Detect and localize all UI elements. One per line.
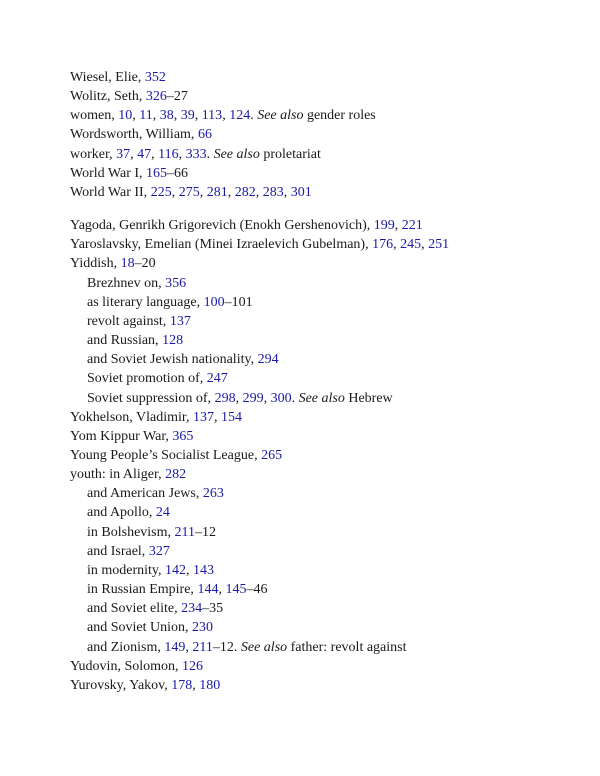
entry-text: and Apollo,: [87, 505, 156, 521]
index-entry: [70, 446, 570, 465]
entry-text: .: [206, 146, 214, 162]
index-subentry: [70, 369, 570, 388]
entry-text: –46: [246, 582, 268, 598]
index-entry: [70, 87, 570, 106]
index-subentry: [70, 580, 570, 599]
index-entry: [70, 68, 570, 87]
entry-text: in modernity,: [87, 562, 166, 578]
index-entry: [70, 183, 570, 202]
page-ref-link[interactable]: 247: [206, 371, 228, 387]
entry-text: ,: [194, 108, 202, 124]
entry-text: ,: [393, 237, 401, 253]
page-ref-link[interactable]: 298: [214, 390, 236, 406]
see-also-label: See also: [240, 639, 288, 655]
page-ref-link[interactable]: 301: [290, 184, 312, 200]
page-ref-link[interactable]: 10: [118, 108, 133, 124]
index-entry: [70, 145, 570, 164]
entry-text: Young People’s Socialist League,: [70, 447, 262, 463]
page-ref-link[interactable]: 176: [372, 237, 394, 253]
entry-text: World War II,: [70, 184, 151, 200]
entry-text: –20: [134, 256, 156, 272]
index-subentry: [70, 503, 570, 522]
index-entry: [70, 657, 570, 676]
entry-text: Brezhnev on,: [87, 275, 166, 291]
page-ref-link[interactable]: 327: [148, 543, 170, 559]
entry-text: and Soviet Jewish nationality,: [87, 352, 258, 368]
index-subentry: [70, 542, 570, 561]
page-ref-link[interactable]: 199: [373, 218, 395, 234]
page-ref-link[interactable]: 178: [171, 677, 193, 693]
page-ref-link[interactable]: 116: [158, 146, 179, 162]
index-subentry: [70, 484, 570, 503]
entry-text: Soviet promotion of,: [87, 371, 207, 387]
page-ref-link[interactable]: 11: [139, 108, 153, 124]
page-ref-link[interactable]: 265: [261, 447, 283, 463]
page-ref-link[interactable]: 245: [400, 237, 422, 253]
entry-text: and American Jews,: [87, 486, 203, 502]
entry-text: –27: [166, 89, 188, 105]
entry-text: ,: [152, 108, 160, 124]
entry-text: in Russian Empire,: [87, 582, 198, 598]
index-group: [70, 68, 570, 202]
entry-text: ,: [132, 108, 140, 124]
index-subentry: [70, 523, 570, 542]
page-ref-link[interactable]: 300: [270, 390, 292, 406]
index-entry: [70, 254, 570, 273]
page-ref-link[interactable]: 221: [401, 218, 423, 234]
page-ref-link[interactable]: 234: [181, 601, 203, 617]
index-entry: [70, 465, 570, 484]
page-ref-link[interactable]: 326: [145, 89, 167, 105]
entry-text: ,: [421, 237, 429, 253]
entry-text: father: revolt against: [287, 639, 407, 655]
entry-text: ,: [222, 108, 230, 124]
page-ref-link[interactable]: 180: [199, 677, 221, 693]
index-entry: [70, 427, 570, 446]
page-ref-link[interactable]: 145: [225, 582, 247, 598]
entry-text: ,: [227, 184, 235, 200]
index-subentry: [70, 389, 570, 408]
entry-text: Yurovsky, Yakov,: [70, 677, 172, 693]
entry-text: ,: [255, 184, 263, 200]
entry-text: –66: [167, 165, 189, 181]
page-ref-link[interactable]: 66: [197, 127, 212, 143]
entry-text: Yudovin, Solomon,: [70, 658, 183, 674]
index-group: [70, 216, 570, 695]
entry-text: Hebrew: [344, 390, 393, 406]
page-ref-link[interactable]: 282: [234, 184, 256, 200]
page-ref-link[interactable]: 333: [185, 146, 207, 162]
page-ref-link[interactable]: 47: [137, 146, 152, 162]
entry-text: World War I,: [70, 165, 147, 181]
entry-text: youth: in Aliger,: [70, 467, 166, 483]
entry-text: and Israel,: [87, 543, 149, 559]
entry-text: Wiesel, Elie,: [70, 70, 145, 85]
see-also-label: See also: [298, 390, 345, 406]
page-ref-link[interactable]: 149: [164, 639, 186, 655]
entry-text: Wolitz, Seth,: [70, 89, 146, 105]
entry-text: Yiddish,: [70, 256, 121, 272]
entry-text: women,: [70, 108, 119, 124]
page-ref-link[interactable]: 299: [242, 390, 264, 406]
entry-text: Yom Kippur War,: [70, 428, 173, 444]
page-ref-link[interactable]: 230: [192, 620, 213, 636]
index-subentry: [70, 312, 570, 331]
index-entry: [70, 235, 570, 254]
page-ref-link[interactable]: 143: [193, 562, 215, 578]
entry-text: Wordsworth, William,: [70, 127, 198, 143]
page-ref-link[interactable]: 128: [162, 333, 184, 349]
page-ref-link[interactable]: 281: [206, 184, 228, 200]
page-ref-link[interactable]: 18: [120, 256, 135, 272]
entry-text: in Bolshevism,: [87, 524, 175, 540]
page-ref-link[interactable]: 211: [192, 639, 213, 655]
index-subentry: [70, 350, 570, 369]
page-ref-link[interactable]: 137: [169, 313, 191, 329]
entry-text: as literary language,: [87, 294, 204, 310]
page-ref-link[interactable]: 126: [182, 658, 204, 674]
entry-text: .: [291, 390, 299, 406]
entry-text: ,: [130, 146, 138, 162]
index-entry: [70, 164, 570, 183]
entry-text: Yagoda, Genrikh Grigorevich (Enokh Gershenovich),: [70, 218, 374, 234]
page-ref-link[interactable]: 100: [203, 294, 225, 310]
page-ref-link[interactable]: 365: [172, 428, 194, 444]
entry-text: and Soviet Union,: [87, 620, 192, 636]
index-subentry: [70, 274, 570, 293]
page-ref-link[interactable]: 211: [174, 524, 195, 540]
page-ref-link[interactable]: 142: [165, 562, 187, 578]
entry-text: ,: [178, 146, 186, 162]
see-also-label: See also: [257, 108, 304, 124]
index-entry: [70, 408, 570, 427]
index-entry: [70, 676, 570, 695]
page-ref-link[interactable]: 113: [201, 108, 223, 124]
index-page: [70, 68, 570, 695]
entry-text: Yokhelson, Vladimir,: [70, 409, 193, 425]
page-ref-link[interactable]: 294: [257, 352, 279, 368]
page-ref-link[interactable]: 225: [150, 184, 172, 200]
entry-text: ,: [173, 108, 181, 124]
index-subentry: [70, 331, 570, 350]
entry-text: revolt against,: [87, 313, 170, 329]
entry-text: ,: [199, 184, 207, 200]
entry-text: .: [250, 108, 258, 124]
entry-text: ,: [186, 562, 194, 578]
page-ref-link[interactable]: 37: [116, 146, 131, 162]
page-ref-link[interactable]: 283: [262, 184, 284, 200]
page-ref-link[interactable]: 38: [159, 108, 174, 124]
page-ref-link[interactable]: 275: [178, 184, 200, 200]
entry-text: ,: [151, 146, 159, 162]
entry-text: worker,: [70, 146, 117, 162]
entry-text: –35: [202, 601, 224, 617]
index-subentry: [70, 599, 570, 618]
index-subentry: [70, 638, 570, 657]
entry-text: ,: [192, 677, 200, 693]
entry-text: –12.: [212, 639, 241, 655]
see-also-label: See also: [213, 146, 260, 162]
entry-text: and Zionism,: [87, 639, 165, 655]
entry-text: Yaroslavsky, Emelian (Minei Izraelevich Gubelman),: [70, 237, 373, 253]
index-entry: [70, 216, 570, 235]
index-entry: [70, 106, 570, 125]
page-ref-link[interactable]: 352: [144, 70, 166, 85]
entry-text: –101: [224, 294, 253, 310]
page-ref-link[interactable]: 356: [165, 275, 187, 291]
entry-text: ,: [263, 390, 271, 406]
entry-text: ,: [283, 184, 291, 200]
entry-text: ,: [185, 639, 193, 655]
page-ref-link[interactable]: 124: [229, 108, 251, 124]
page-ref-link[interactable]: 144: [197, 582, 219, 598]
page-ref-link[interactable]: 137: [193, 409, 214, 425]
index-entry: [70, 125, 570, 144]
index-subentry: [70, 293, 570, 312]
entry-text: ,: [214, 409, 221, 425]
entry-text: ,: [394, 218, 402, 234]
entry-text: ,: [235, 390, 243, 406]
group-separator: [70, 202, 570, 216]
page-ref-link[interactable]: 263: [202, 486, 224, 502]
page-ref-link[interactable]: 39: [180, 108, 195, 124]
entry-text: gender roles: [303, 108, 376, 124]
page-ref-link[interactable]: 282: [165, 467, 187, 483]
entry-text: Soviet suppression of,: [87, 390, 215, 406]
entry-text: and Russian,: [87, 333, 163, 349]
entry-text: –12: [195, 524, 216, 540]
page-ref-link[interactable]: 251: [428, 237, 450, 253]
index-subentry: [70, 561, 570, 580]
page-ref-link[interactable]: 24: [155, 505, 170, 521]
entry-text: ,: [171, 184, 179, 200]
page-ref-link[interactable]: 165: [146, 165, 168, 181]
entry-text: ,: [218, 582, 226, 598]
index-subentry: [70, 618, 570, 637]
entry-text: proletariat: [259, 146, 321, 162]
entry-text: and Soviet elite,: [87, 601, 182, 617]
page-ref-link[interactable]: 154: [221, 409, 242, 425]
